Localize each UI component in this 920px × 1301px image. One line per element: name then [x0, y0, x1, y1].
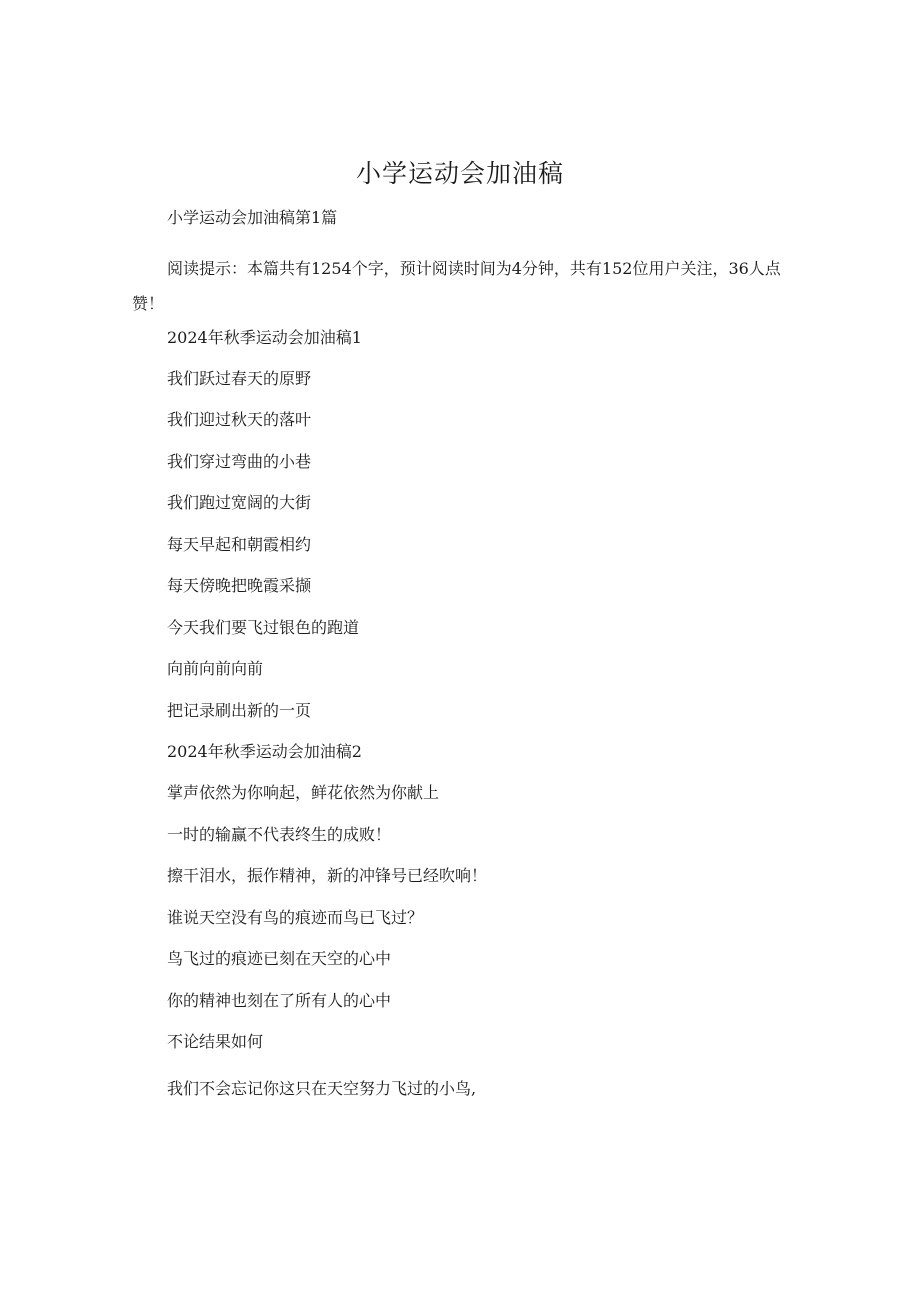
text-line: 今天我们要飞过银色的跑道 — [167, 618, 360, 637]
text-line: 我们跑过宽阔的大街 — [167, 493, 312, 512]
document-title: 小学运动会加油稿 — [355, 159, 564, 188]
reading-tip: 阅读提示：本篇共有1254个字，预计阅读时间为4分钟，共有152位用户关注，36人点赞！ — [132, 259, 781, 313]
text-line: 我们不会忘记你这只在天空努力飞过的小鸟, — [167, 1079, 477, 1098]
text-line: 把记录刷出新的一页 — [167, 701, 312, 720]
text-line: 每天傍晚把晚霞采撷 — [167, 576, 312, 595]
text-line: 我们穿过弯曲的小巷 — [167, 452, 312, 471]
section-heading: 2024年秋季运动会加油稿2 — [167, 742, 362, 761]
text-line: 我们跃过春天的原野 — [167, 369, 312, 388]
text-line: 向前向前向前 — [167, 659, 264, 678]
text-line: 每天早起和朝霞相约 — [167, 535, 312, 554]
document-subtitle: 小学运动会加油稿第1篇 — [167, 208, 338, 227]
text-line: 你的精神也刻在了所有人的心中 — [167, 991, 392, 1010]
text-line: 掌声依然为你响起，鲜花依然为你献上 — [167, 783, 440, 802]
text-line: 谁说天空没有鸟的痕迹而鸟已飞过？ — [167, 908, 424, 927]
text-line: 不论结果如何 — [167, 1032, 264, 1051]
section-heading: 2024年秋季运动会加油稿1 — [167, 328, 362, 347]
text-line: 鸟飞过的痕迹已刻在天空的心中 — [167, 949, 392, 968]
text-line: 一时的输赢不代表终生的成败！ — [167, 825, 392, 844]
text-line: 擦干泪水，振作精神，新的冲锋号已经吹响！ — [167, 866, 488, 885]
text-line: 我们迎过秋天的落叶 — [167, 410, 312, 429]
